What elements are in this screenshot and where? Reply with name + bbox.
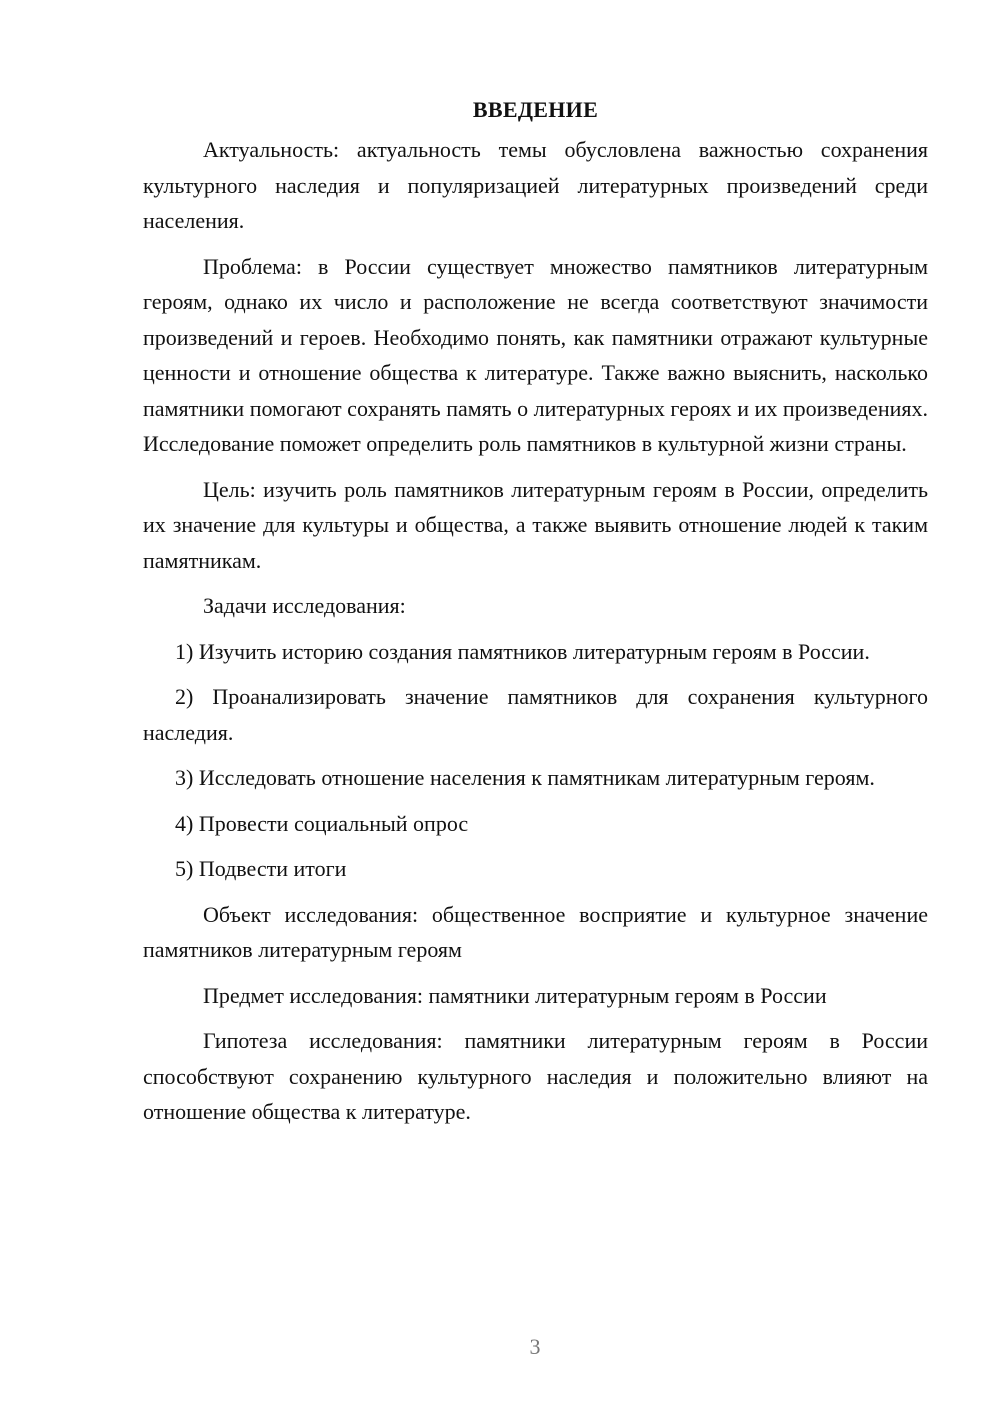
relevance-paragraph: Актуальность: актуальность темы обусловлена важностью сохранения культурного наследия и популяризацией литературных произведений среди населения. bbox=[143, 137, 928, 233]
problem-paragraph: Проблема: в России существует множество памятников литературным героям, однако их число и расположение не всегда соответствуют значимости произведений и героев. Необходимо понять, как памятники отражают культурные ценности и отношение общества к литературе. Также важно выяснить, насколько памятники помогают сохранять память о литературных героях и их произведениях. Исследование поможет определить роль памятников в культурной жизни страны. bbox=[143, 253, 928, 456]
goal-paragraph: Цель: изучить роль памятников литературным героям в России, определить их значение для культуры и общества, а также выявить отношение людей к таким памятникам. bbox=[143, 476, 928, 573]
task-item-4: 4) Провести социальный опрос bbox=[175, 810, 469, 836]
task-item-1: 1) Изучить историю создания памятников литературным героям в России. bbox=[175, 638, 870, 664]
object-paragraph: Объект исследования: общественное восприятие и культурное значение памятников литературным героям bbox=[143, 901, 928, 962]
task-item-2: 2) Проанализировать значение памятников для сохранения культурного наследия. bbox=[143, 684, 928, 745]
task-item-5: 5) Подвести итоги bbox=[175, 856, 347, 881]
subject-paragraph: Предмет исследования: памятники литературным героям в России bbox=[203, 982, 827, 1008]
hypothesis-paragraph: Гипотеза исследования: памятники литературным героям в России способствуют сохранению культурного наследия и положительно влияют на отношение общества к литературе. bbox=[143, 1028, 928, 1124]
page-number: 3 bbox=[529, 1334, 541, 1359]
task-item-3: 3) Исследовать отношение населения к памятникам литературным героям. bbox=[175, 765, 875, 790]
document-page bbox=[143, 92, 928, 1140]
tasks-heading: Задачи исследования: bbox=[203, 593, 406, 618]
section-title: ВВЕДЕНИЕ bbox=[472, 97, 599, 122]
